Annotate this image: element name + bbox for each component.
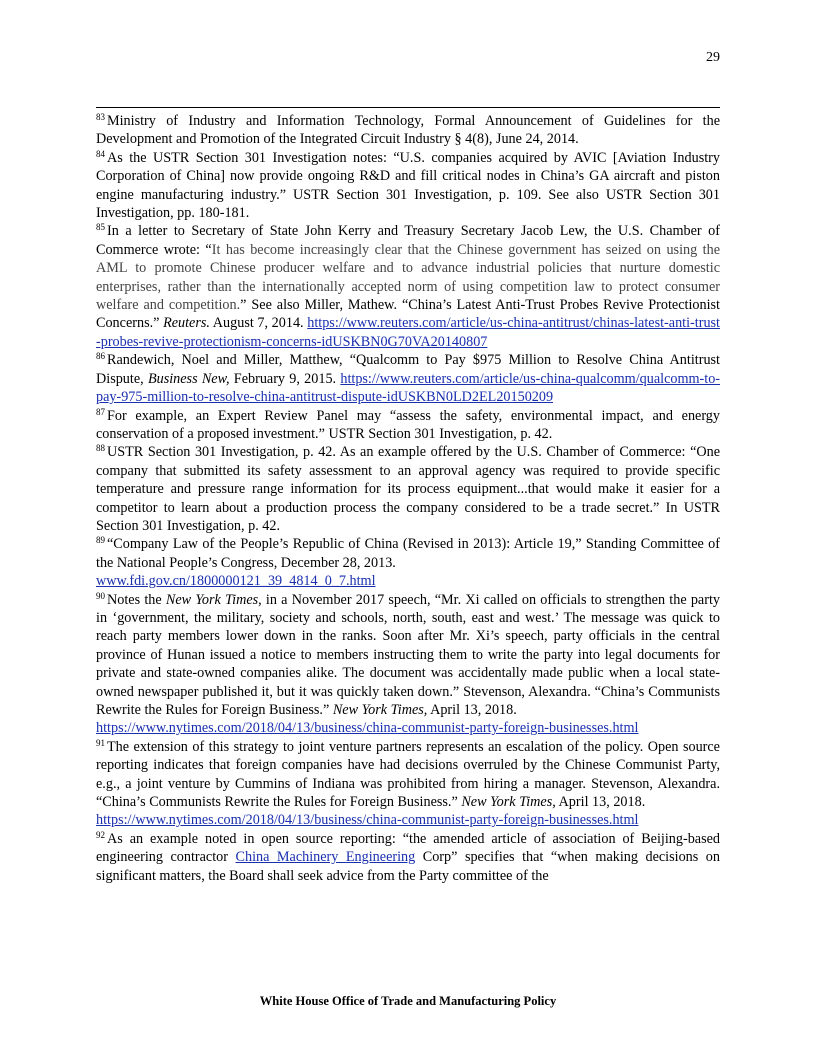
- footnote-84: [96, 149, 720, 223]
- footnote-separator: [96, 107, 720, 108]
- source-link[interactable]: https://www.nytimes.com/2018/04/13/business/china-communist-party-foreign-businesses.html: [96, 720, 639, 737]
- footnote-83: [96, 112, 720, 149]
- footnote-number: 84: [96, 148, 105, 159]
- publication-name: New York Times: [165, 591, 259, 608]
- page-footer: White House Office of Trade and Manufacturing Policy: [259, 994, 557, 1008]
- footnote-text: Randewich, Noel and Miller, Matthew, “Qualcomm to Pay $975 Million to Resolve China Antitrust Dispute,: [96, 352, 720, 387]
- footnote-86: [96, 351, 720, 406]
- footnote-quote: It has become increasingly clear that the Chinese government has seized on using the AML to promote Chinese producer welfare and to advance industrial policies that nurture domestic enterprises, rather than the internationally accepted norm of using competition law to protect consumer welfare and competition.: [96, 241, 720, 314]
- publication-name: Business New,: [147, 370, 230, 387]
- publication-name: New York Times,: [332, 702, 428, 718]
- footnote-text: “Company Law of the People’s Republic of China (Revised in 2013): Article 19,” Standing Committee of the National People’s Congress, December 28, 2013.: [96, 536, 720, 571]
- footnote-number: 86: [96, 351, 105, 362]
- footnote-number: 87: [96, 406, 105, 417]
- company-link[interactable]: China Machinery Engineering: [235, 849, 416, 866]
- source-link[interactable]: https://www.reuters.com/article/us-china-qualcomm/qualcomm-to-pay-975-million-to-resolve-china-antitrust-dispute-idUSKBN0LD2EL20150209: [96, 370, 721, 406]
- footnote-text: ” See also Miller, Mathew. “China’s Latest Anti-Trust Probes Revive Protectionist Concerns.”: [96, 297, 720, 332]
- footnote-91: [96, 738, 720, 830]
- footnote-number: 85: [96, 222, 105, 233]
- footnote-number: 91: [96, 737, 105, 748]
- footnote-text: The extension of this strategy to joint venture partners represents an escalation of the policy. Open source reporting indicates that foreign companies have had decisions overruled by the Chinese Communist Party, e.g., a joint venture by Cummins of Indiana was prohibited from hiring a manager. Stevenson, Alexandra. “China’s Communists Rewrite the Rules for Foreign Business.”: [96, 738, 720, 811]
- footnotes: [96, 112, 720, 885]
- footnote-text: , in a November 2017 speech, “Mr. Xi called on officials to strengthen the party in ‘government, the military, society and schools, north, south, east and west.’ The message was quick to reach party members lower down in the ranks. Soon after Mr. Xi’s speech, party officials in the central province of Hunan issued a notice to members instructing them to write the party into legal documents for private and state-owned companies alike. The document was accidentally made public when a local state-owned newspaper published it, but it was quickly taken down.” Stevenson, Alexandra. “China’s Communists Rewrite the Rules for Foreign Business.”: [96, 591, 720, 718]
- footnote-90: [96, 591, 720, 738]
- source-link[interactable]: www.fdi.gov.cn/1800000121_39_4814_0_7.html: [96, 573, 376, 590]
- footnote-text: For example, an Expert Review Panel may “assess the safety, environmental impact, and energy conservation of a proposed investment.” USTR Section 301 Investigation, p. 42.: [96, 407, 720, 442]
- footnote-text: February 9, 2015.: [229, 370, 341, 387]
- publication-name: New York Times,: [461, 794, 556, 811]
- footnote-number: 90: [96, 590, 105, 601]
- source-link[interactable]: https://www.reuters.com/article/us-china-antitrust/chinas-latest-anti-trust-probes-revive-protectionism-concerns-idUSKBN0G70VA20140807: [96, 315, 720, 350]
- footnote-92: [96, 830, 720, 885]
- footnote-text: Corp” specifies that “when making decisions on significant matters, the Board shall seek advice from the Party committee of the: [96, 849, 720, 884]
- footnote-number: 88: [96, 443, 105, 454]
- footnote-number: 92: [96, 829, 105, 840]
- footnote-text: As an example noted in open source reporting: “the amended article of association of Beijing-based engineering contractor: [96, 830, 720, 866]
- footnote-text: April 13, 2018.: [555, 794, 646, 811]
- footnote-text: As the USTR Section 301 Investigation notes: “U.S. companies acquired by AVIC [Aviation Industry Corporation of China] now provide ongoing R&D and fill critical nodes in China’s GA aircraft and piston engine manufacturing industry.” USTR Section 301 Investigation, p. 109. See also USTR Section 301 Investigation, pp. 180-181.: [96, 149, 720, 222]
- footnote-88: [96, 443, 720, 535]
- footnote-text: USTR Section 301 Investigation, p. 42. As an example offered by the U.S. Chamber of Commerce: “One company that submitted its safety assessment to an approval agency was required to provide specific temperature and pressure range information for its process equipment...that would make it easier for a competitor to learn about a production process the company considered to be a trade secret.” In USTR Section 301 Investigation, p. 42.: [96, 444, 720, 534]
- footnote-text: Ministry of Industry and Information Technology, Formal Announcement of Guidelines for the Development and Promotion of the Integrated Circuit Industry § 4(8), June 24, 2014.: [96, 113, 720, 148]
- footnote-text: In a letter to Secretary of State John Kerry and Treasury Secretary Jacob Lew, the U.S. Chamber of Commerce wrote: “: [96, 223, 720, 258]
- footnote-87: [96, 407, 720, 444]
- source-link[interactable]: https://www.nytimes.com/2018/04/13/business/china-communist-party-foreign-businesses.html: [96, 812, 639, 829]
- footnote-text: August 7, 2014.: [209, 315, 304, 332]
- footnote-number: 83: [96, 112, 105, 122]
- footnote-number: 89: [96, 535, 105, 546]
- footnote-89: [96, 535, 720, 590]
- footnote-85: [96, 222, 720, 351]
- page-number: 29: [706, 50, 720, 65]
- publication-name: Reuters.: [163, 315, 210, 332]
- footnote-text: April 13, 2018.: [427, 702, 517, 718]
- footnote-text: Notes the: [107, 591, 166, 608]
